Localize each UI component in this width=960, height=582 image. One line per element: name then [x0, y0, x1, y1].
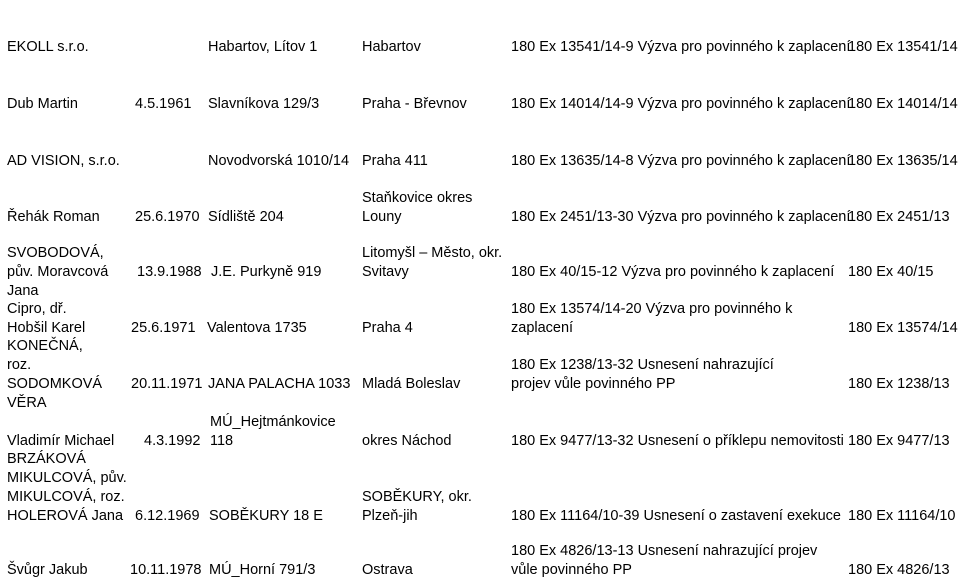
- debtor-name: EKOLL s.r.o.: [7, 39, 89, 55]
- debtor-name: Řehák Roman: [7, 209, 100, 225]
- debtor-birthdate: 6.12.1969: [135, 508, 200, 524]
- debtor-address: SOBĚKURY 18 E: [209, 508, 323, 524]
- case-description: 180 Ex 13574/14-20 Výzva pro povinného k zaplacení: [511, 301, 793, 336]
- debtor-name: Švůgr Jakub: [7, 562, 88, 578]
- case-description: 180 Ex 14014/14-9 Výzva pro povinného k zaplacení: [511, 96, 851, 112]
- debtor-city: Ostrava: [362, 562, 413, 578]
- table-row: [0, 152, 960, 172]
- case-description: 180 Ex 1238/13-32 Usnesení nahrazující projev vůle povinného PP: [511, 357, 774, 392]
- debtor-city: Praha 411: [362, 153, 428, 169]
- debtor-address: MÚ_Hejtmánkovice 118: [210, 414, 336, 449]
- debtor-city: Praha 4: [362, 320, 413, 336]
- debtor-birthdate: 20.11.1971: [131, 376, 203, 392]
- table-row: [0, 542, 960, 582]
- debtor-birthdate: 4.5.1961: [135, 96, 192, 112]
- case-description: 180 Ex 2451/13-30 Výzva pro povinného k zaplacení: [511, 209, 851, 225]
- debtor-address: JANA PALACHA 1033: [208, 376, 351, 392]
- debtor-city: Litomyšl – Město, okr. Svitavy: [362, 245, 503, 280]
- case-reference: 180 Ex 11164/10: [848, 508, 956, 524]
- case-reference: 180 Ex 2451/13: [848, 209, 950, 225]
- case-description: 180 Ex 13541/14-9 Výzva pro povinného k zaplacení: [511, 39, 851, 55]
- debtor-birthdate: 25.6.1971: [131, 320, 196, 336]
- case-reference: 180 Ex 13574/14: [848, 320, 958, 336]
- debtor-address: Valentova 1735: [207, 320, 307, 336]
- table-row: [0, 450, 960, 528]
- debtor-address: Novodvorská 1010/14: [208, 153, 350, 169]
- debtor-address: Habartov, Lítov 1: [208, 39, 318, 55]
- debtor-birthdate: 13.9.1988: [137, 264, 202, 280]
- debtor-city: Mladá Boleslav: [362, 376, 461, 392]
- debtor-address: J.E. Purkyně 919: [211, 264, 322, 280]
- debtor-name: Cipro, dř. Hobšil Karel: [7, 301, 86, 336]
- debtor-city: okres Náchod: [362, 433, 452, 449]
- debtor-city: Habartov: [362, 39, 421, 55]
- table-row: [0, 413, 960, 453]
- case-reference: 180 Ex 4826/13: [848, 562, 950, 578]
- case-description: 180 Ex 9477/13-32 Usnesení o příklepu nemovitosti: [511, 433, 844, 449]
- case-reference: 180 Ex 14014/14: [848, 96, 958, 112]
- debtor-address: Slavníkova 129/3: [208, 96, 320, 112]
- debtor-birthdate: 25.6.1970: [135, 209, 200, 225]
- case-description: 180 Ex 4826/13-13 Usnesení nahrazující projev vůle povinného PP: [511, 543, 818, 578]
- table-row: [0, 189, 960, 229]
- debtor-address: Sídliště 204: [208, 209, 284, 225]
- table-row: [0, 95, 960, 115]
- case-reference: 180 Ex 40/15: [848, 264, 934, 280]
- debtor-name: BRZÁKOVÁ MIKULCOVÁ, pův. MIKULCOVÁ, roz. HOLEROVÁ Jana: [7, 451, 127, 524]
- table-row: [0, 300, 960, 340]
- debtor-name: AD VISION, s.r.o.: [7, 153, 120, 169]
- debtor-city: Praha - Břevnov: [362, 96, 467, 112]
- debtor-birthdate: 10.11.1978: [130, 562, 202, 578]
- debtor-name: SVOBODOVÁ, pův. Moravcová Jana: [7, 245, 109, 299]
- debtor-city: SOBĚKURY, okr. Plzeň-jih: [362, 489, 472, 524]
- case-reference: 180 Ex 13635/14: [848, 153, 958, 169]
- debtor-name: Vladimír Michael: [7, 433, 115, 449]
- case-description: 180 Ex 11164/10-39 Usnesení o zastavení exekuce: [511, 508, 841, 524]
- case-reference: 180 Ex 13541/14: [848, 39, 958, 55]
- debtor-address: MÚ_Horní 791/3: [209, 562, 316, 578]
- table-row: [0, 244, 960, 299]
- debtor-name: KONEČNÁ, roz. SODOMKOVÁ VĚRA: [7, 338, 103, 411]
- case-reference: 180 Ex 1238/13: [848, 376, 950, 392]
- table-row: [0, 337, 960, 411]
- case-description: 180 Ex 13635/14-8 Výzva pro povinného k zaplacení: [511, 153, 851, 169]
- case-description: 180 Ex 40/15-12 Výzva pro povinného k zaplacení: [511, 264, 835, 280]
- table-row: [0, 38, 960, 58]
- debtor-city: Staňkovice okres Louny: [362, 190, 473, 225]
- debtor-birthdate: 4.3.1992: [144, 433, 201, 449]
- debtor-name: Dub Martin: [7, 96, 78, 112]
- case-reference: 180 Ex 9477/13: [848, 433, 950, 449]
